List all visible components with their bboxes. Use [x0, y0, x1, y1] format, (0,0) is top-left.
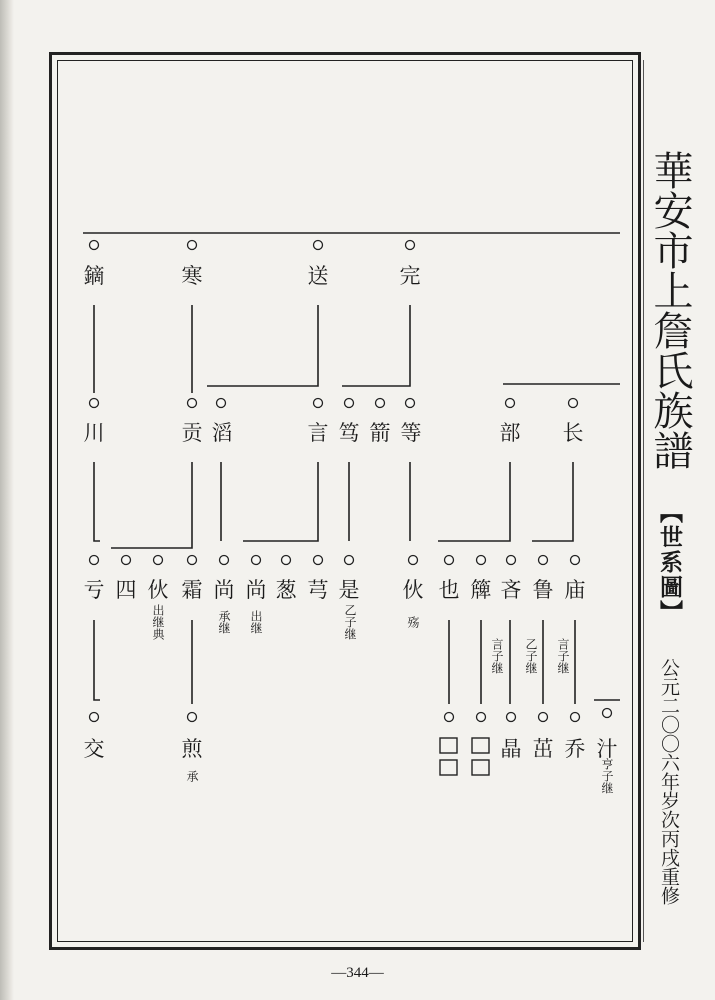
book-title: 華安市上詹氏族譜 [647, 150, 693, 470]
marker-circle [252, 556, 261, 565]
marker-circle [217, 399, 226, 408]
person-name: 伙 [402, 578, 424, 602]
marker-circle [603, 709, 612, 718]
person-name: 乔 [564, 737, 586, 761]
person-name: 滔 [211, 421, 233, 445]
person-name: 煎 [181, 737, 203, 761]
marker-circle [539, 556, 548, 565]
person-name: 部 [499, 421, 521, 445]
marker-circle [445, 556, 454, 565]
note-cheng-ji: 承继 [217, 610, 231, 634]
generation-3-names [84, 578, 586, 602]
marker-circle [571, 713, 580, 722]
person-name: 寒 [181, 264, 203, 288]
marker-circle [345, 556, 354, 565]
marker-circle [220, 556, 229, 565]
marker-circle [406, 399, 415, 408]
person-name: 茁 [532, 737, 554, 761]
marker-circle [376, 399, 385, 408]
marker-circle [188, 713, 197, 722]
person-name: 伙 [147, 578, 169, 602]
person-name: 霜 [181, 578, 203, 602]
note-cheng: 承 [185, 770, 199, 782]
note-yan-zi-ji: 言子继 [556, 638, 570, 674]
marker-circle [188, 556, 197, 565]
marker-circle [90, 713, 99, 722]
person-name: 亏 [83, 578, 105, 602]
generation-4-names [84, 737, 618, 761]
unknown-name-boxes [440, 738, 489, 775]
marker-circle [90, 241, 99, 250]
note-yi-zi-ji: 乙子继 [343, 604, 357, 640]
note-chu-ji: 出继 [249, 610, 263, 634]
marker-circle [314, 399, 323, 408]
marker-circle [506, 399, 515, 408]
person-name: 完 [399, 264, 421, 288]
marker-circle [477, 713, 486, 722]
marker-circle [345, 399, 354, 408]
person-name: 箭 [369, 421, 391, 445]
unknown-name-box [472, 760, 489, 775]
marker-circle [571, 556, 580, 565]
page-number: —344— [331, 965, 384, 981]
person-name: 簰 [470, 578, 492, 602]
marker-circle [477, 556, 486, 565]
unknown-name-box [440, 738, 457, 753]
person-name: 葱 [275, 578, 297, 602]
person-name: 尚 [245, 578, 267, 602]
person-name: 四 [115, 578, 137, 602]
person-name: 鲁 [532, 578, 554, 602]
marker-circle [122, 556, 131, 565]
marker-circle [507, 713, 516, 722]
marker-circle [569, 399, 578, 408]
note-yan-zi-ji: 言子继 [490, 638, 504, 674]
person-name: 送 [307, 264, 329, 288]
marker-circle [409, 556, 418, 565]
marker-circle [90, 556, 99, 565]
note-yi-zi-ji: 乙子继 [524, 638, 538, 674]
person-name: 贡 [181, 421, 203, 445]
person-name: 汁 [596, 737, 618, 761]
marker-circle [90, 399, 99, 408]
marker-circle [507, 556, 516, 565]
unknown-name-box [440, 760, 457, 775]
person-name: 也 [438, 578, 460, 602]
person-name: 尚 [213, 578, 235, 602]
marker-circle [314, 556, 323, 565]
marker-circle [539, 713, 548, 722]
person-name: 川 [83, 421, 105, 445]
person-name: 言 [307, 421, 329, 445]
marker-circle [282, 556, 291, 565]
generation-2-names [84, 421, 584, 445]
person-name: 等 [400, 421, 422, 445]
note-chu-ji-dian: 出继典 [151, 604, 165, 640]
person-name: 吝 [500, 578, 522, 602]
marker-circle [406, 241, 415, 250]
person-name: 鏑 [83, 264, 105, 288]
marker-circle [314, 241, 323, 250]
generation-1-names [84, 264, 421, 288]
person-name: 长 [562, 421, 584, 445]
person-name: 晶 [500, 737, 522, 761]
note-shang: 殇 [406, 616, 420, 628]
person-name: 是 [338, 578, 360, 602]
person-name: 芎 [307, 578, 329, 602]
revision-note: 公元二〇〇六年岁次丙戌重修 [658, 658, 680, 905]
note-heng-zi-ji: 亨子继 [600, 758, 614, 794]
marker-circle [154, 556, 163, 565]
marker-circle [188, 241, 197, 250]
marker-circle [445, 713, 454, 722]
person-name: 笃 [338, 421, 360, 445]
section-title: 【世系圖】 [656, 500, 682, 625]
unknown-name-box [472, 738, 489, 753]
person-name: 庙 [564, 578, 586, 602]
annotation-notes [151, 603, 614, 794]
marker-circle [188, 399, 197, 408]
person-name: 交 [83, 737, 105, 761]
